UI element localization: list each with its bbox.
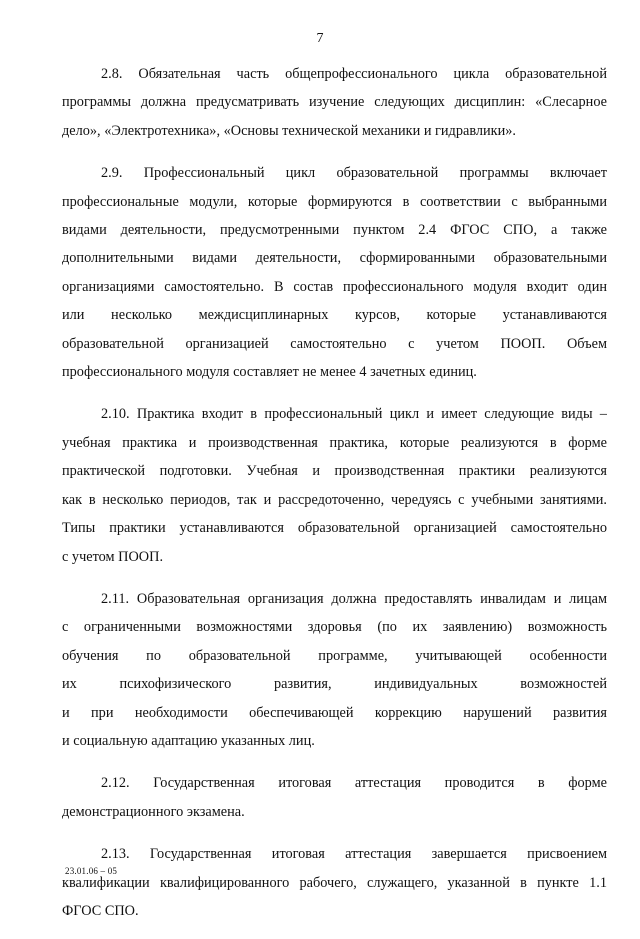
text-line: и при необходимости обеспечивающей коррекцию нарушений развития [62, 704, 607, 721]
text-line: с ограниченными возможностями здоровья (по их заявлению) возможность [62, 619, 607, 636]
text-line: практической подготовки. Учебная и производственная практики реализуются [62, 463, 607, 480]
text-line: 2.9. Профессиональный цикл образовательной программы включает [101, 165, 607, 182]
text-line: 2.12. Государственная итоговая аттестация проводится в форме [101, 775, 607, 792]
text-line: учебная практика и производственная практика, которые реализуются в форме [62, 434, 607, 451]
text-line: 2.11. Образовательная организация должна предоставлять инвалидам и лицам [101, 590, 607, 607]
text-line: и социальную адаптацию указанных лиц. [62, 732, 315, 749]
text-line: образовательной организацией самостоятельно с учетом ПООП. Объем [62, 335, 607, 352]
text-line: видами деятельности, предусмотренными пунктом 2.4 ФГОС СПО, а также [62, 222, 607, 239]
page-number: 7 [316, 31, 324, 46]
text-line: Типы практики устанавливаются образовательной организацией самостоятельно [62, 520, 607, 537]
text-line: профессионального модуля составляет не менее 4 зачетных единиц. [62, 364, 477, 381]
paragraph-2-9 [62, 159, 607, 386]
text-line: 2.10. Практика входит в профессиональный цикл и имеет следующие виды – [101, 406, 607, 423]
text-line: обучения по образовательной программе, учитывающей особенности [62, 647, 607, 664]
text-line: с учетом ПООП. [62, 548, 164, 565]
paragraph-2-13 [62, 840, 607, 925]
text-line: 2.13. Государственная итоговая аттестация завершается присвоением [101, 846, 607, 863]
text-line: дополнительными видами деятельности, сформированными образовательными [62, 250, 607, 267]
paragraph-2-8 [62, 60, 607, 145]
document-code: 23.01.06 – 05 [65, 866, 118, 876]
paragraph-2-10 [62, 400, 607, 570]
text-line: как в несколько периодов, так и рассредоточенно, чередуясь с учебными занятиями. [62, 491, 607, 508]
text-line: квалификации квалифицированного рабочего, служащего, указанной в пункте 1.1 [62, 874, 607, 891]
text-line: ФГОС СПО. [62, 902, 139, 919]
text-line: демонстрационного экзамена. [62, 803, 245, 820]
paragraph-2-12 [62, 769, 607, 826]
text-line: или несколько междисциплинарных курсов, которые устанавливаются [62, 307, 607, 324]
paragraph-2-11 [62, 585, 607, 755]
text-line: организациями самостоятельно. В состав профессионального модуля входит один [62, 278, 607, 295]
document-body [62, 60, 607, 939]
text-line: 2.8. Обязательная часть общепрофессионального цикла образовательной [101, 66, 607, 82]
text-line: их психофизического развития, индивидуальных возможностей [62, 676, 607, 693]
text-line: профессиональные модули, которые формируются в соответствии с выбранными [62, 193, 607, 210]
text-line: программы должна предусматривать изучение следующих дисциплин: «Слесарное [62, 94, 607, 111]
text-line: дело», «Электротехника», «Основы технической механики и гидравлики». [62, 122, 516, 139]
